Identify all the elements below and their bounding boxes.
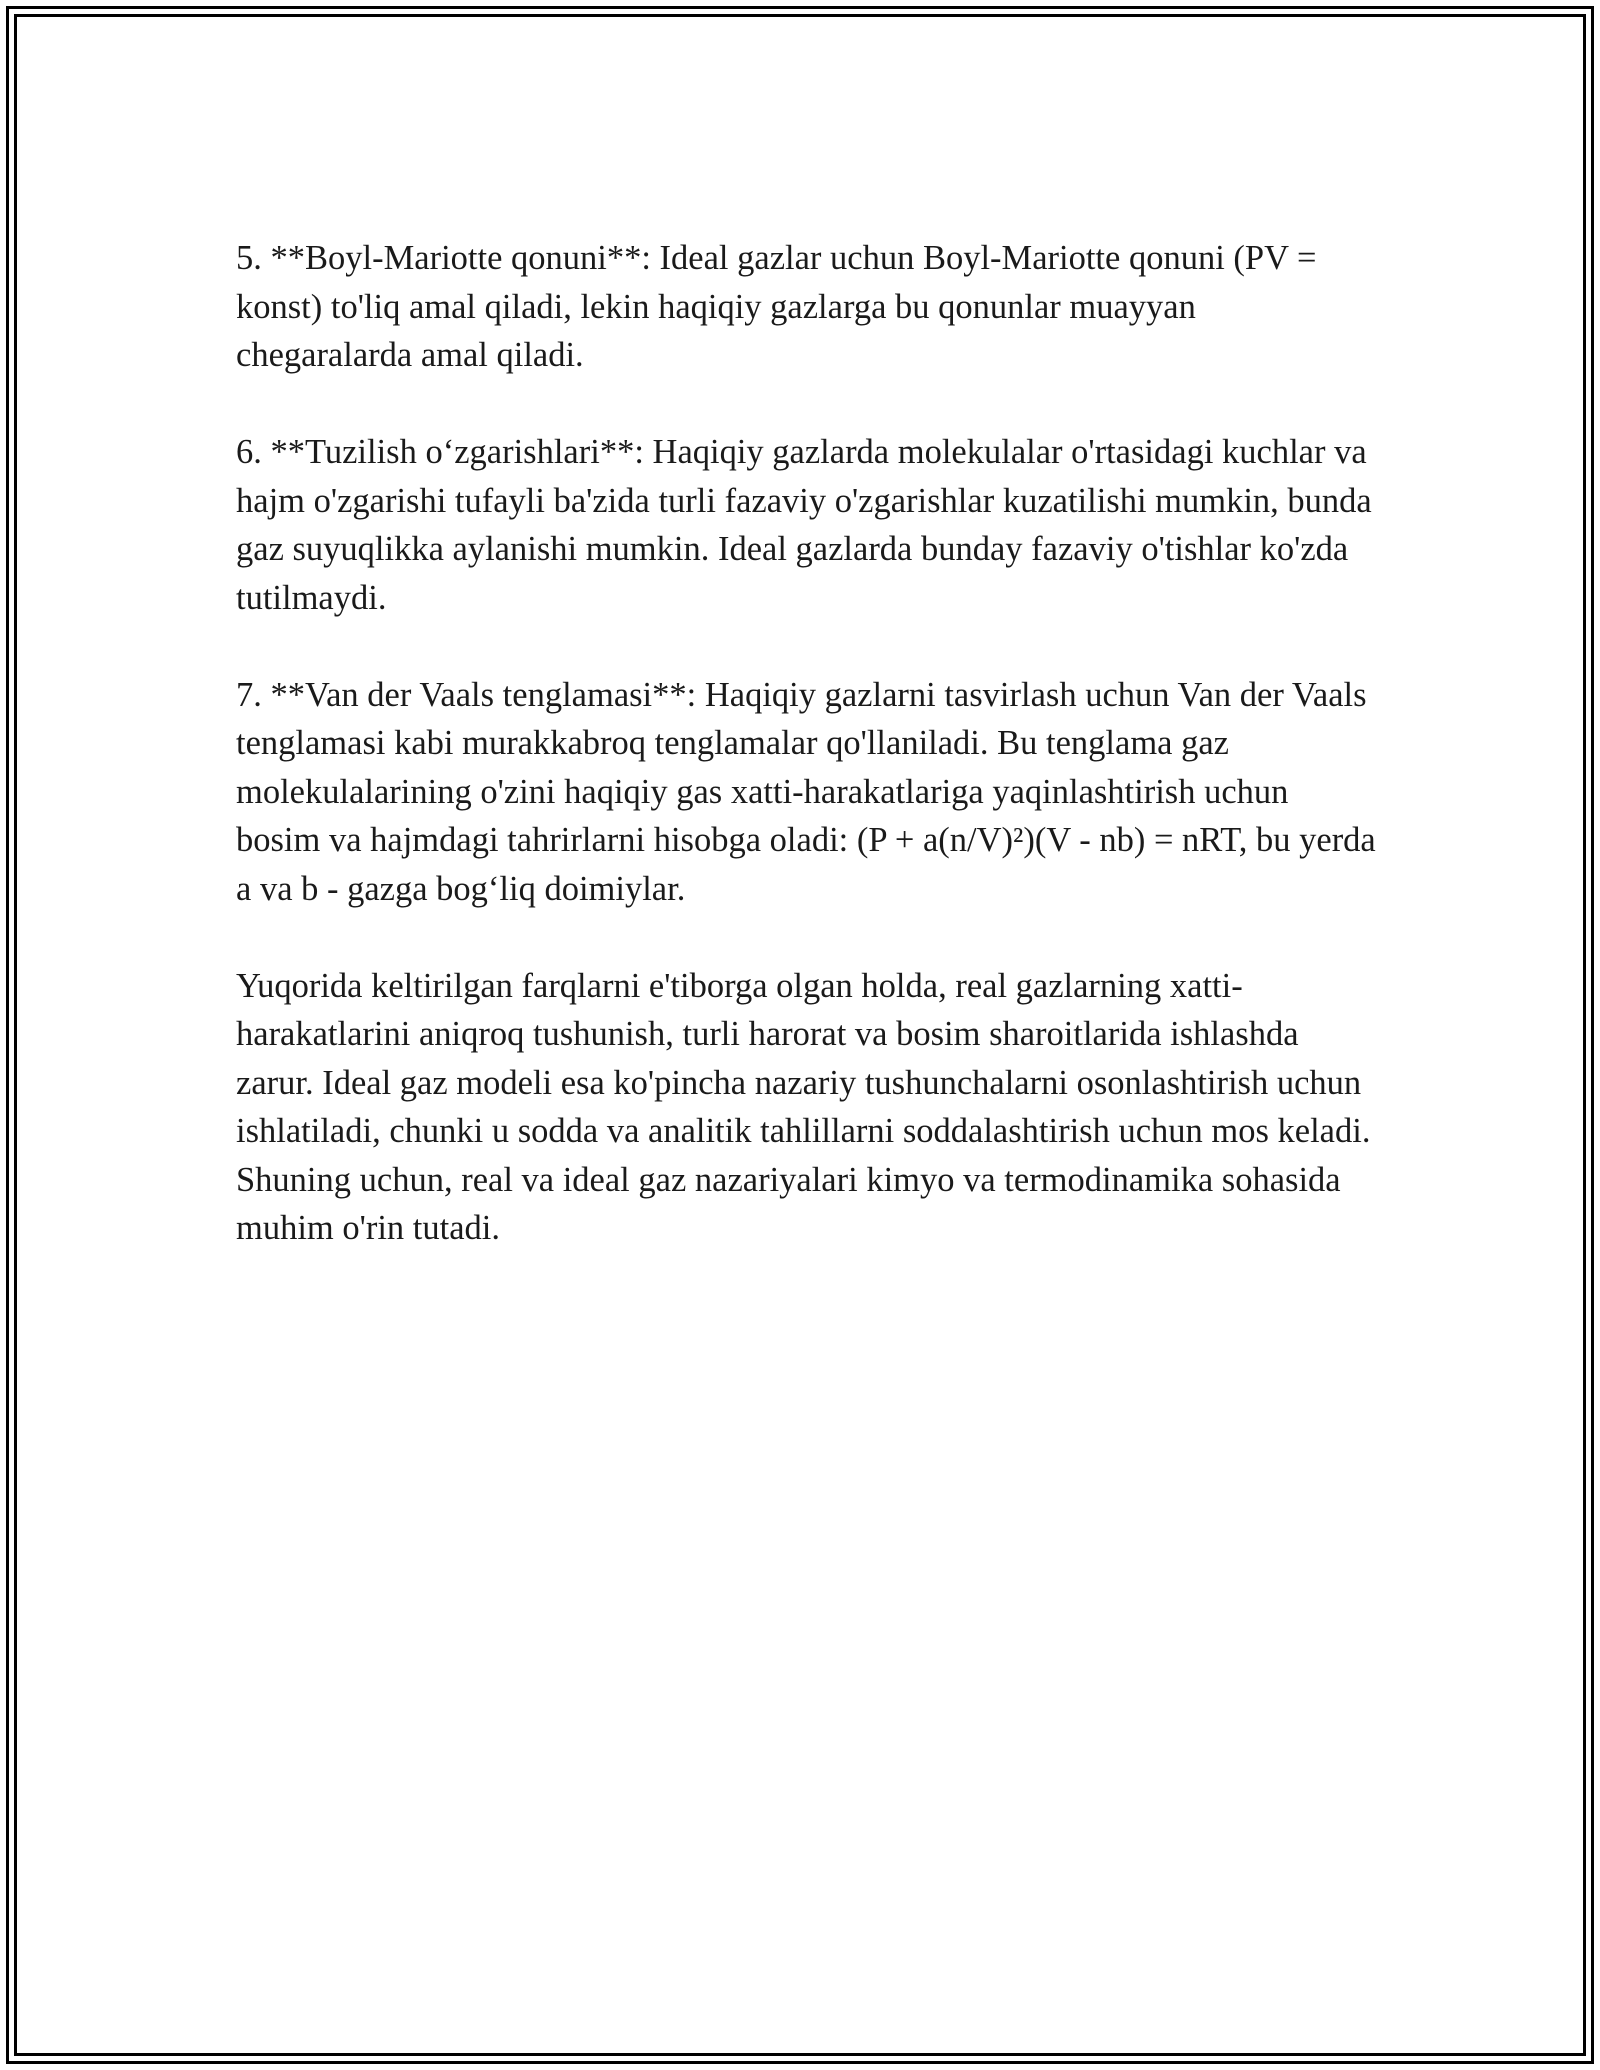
document-body — [236, 234, 1376, 1301]
paragraph-van-der-vaals: 7. **Van der Vaals tenglamasi**: Haqiqiy gazlarni tasvirlash uchun Van der Vaals tenglamasi kabi murakkabroq tenglamalar qo'llaniladi. Bu tenglama gaz molekulalarining o'zini haqiqiy gas xatti-harakatlariga yaqinlashtirish uchun bosim va hajmdagi tahrirlarni hisobga oladi: (P + a(n/V)²)(V - nb) = nRT, bu yerda a va b - gazga bog‘liq doimiylar. — [236, 675, 1376, 908]
paragraph-boyl-mariotte: 5. **Boyl-Mariotte qonuni**: Ideal gazlar uchun Boyl-Mariotte qonuni (PV = konst) to'liq amal qiladi, lekin haqiqiy gazlarga bu qonunlar muayyan chegaralarda amal qiladi. — [236, 239, 1317, 374]
paragraph-conclusion: Yuqorida keltirilgan farqlarni e'tiborga olgan holda, real gazlarning xatti-harakatlarini aniqroq tushunish, turli harorat va bosim sharoitlarida ishlashda zarur. Ideal gaz modeli esa ko'pincha nazariy tushunchalarni osonlashtirish uchun ishlatiladi, chunki u sodda va analitik tahlillarni soddalashtirish uchun mos keladi. Shuning uchun, real va ideal gaz nazariyalari kimyo va termodinamika sohasida muhim o'rin tutadi. — [236, 966, 1371, 1247]
paragraph-tuzilish: 6. **Tuzilish o‘zgarishlari**: Haqiqiy gazlarda molekulalar o'rtasidagi kuchlar va hajm o'zgarishi tufayli ba'zida turli fazaviy o'zgarishlar kuzatilishi mumkin, bunda gaz suyuqlikka aylanishi mumkin. Ideal gazlarda bunday fazaviy o'tishlar ko'zda tutilmaydi. — [236, 433, 1372, 617]
